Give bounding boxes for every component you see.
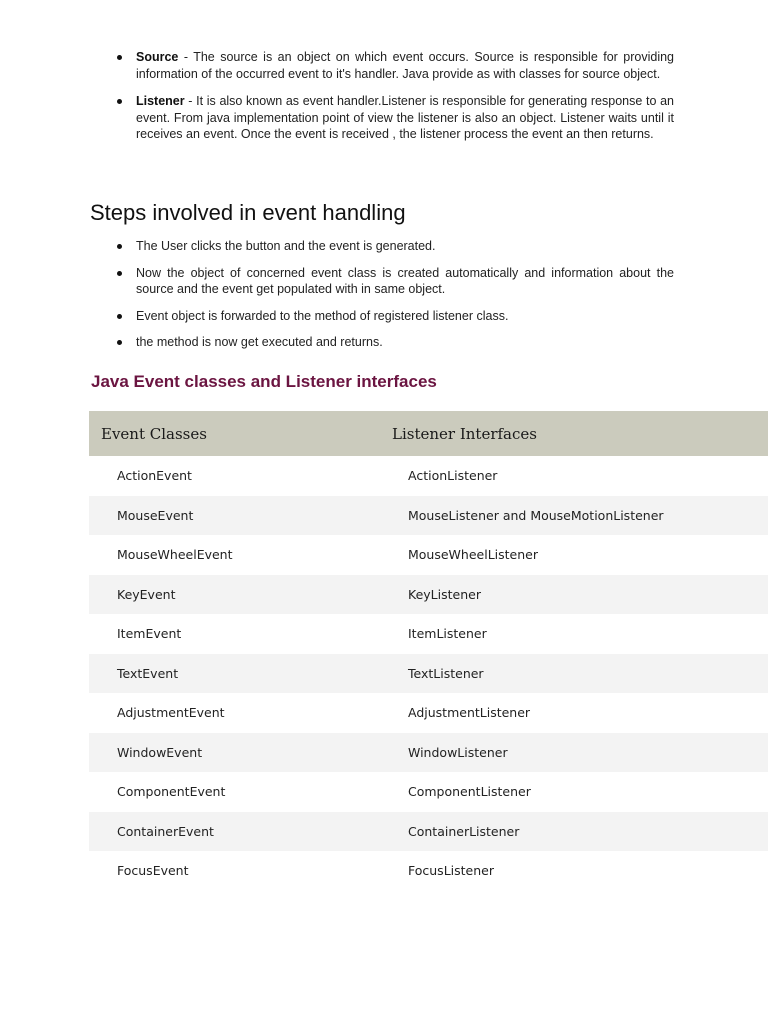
listener-interface-cell: KeyListener [408,586,481,602]
table-row [89,496,768,536]
list-item: The User clicks the button and the event is generated. [116,238,674,255]
table-row [89,575,768,615]
event-class-cell: MouseEvent [117,507,194,523]
table-row [89,456,768,496]
listener-interface-cell: WindowListener [408,744,508,760]
listener-interface-cell: MouseWheelListener [408,547,538,563]
source-description: - The source is an object on which event occurs. Source is responsible for providing information of the occurred event to it's handler. Java provide as with classes for source object. [136,50,674,81]
table-row [89,812,768,852]
header-listener-interfaces: Listener Interfaces [392,424,537,443]
table-row [89,693,768,733]
listener-description: - It is also known as event handler.Listener is responsible for generating response to an event. From java implementation point of view the listener is also an object. Listener waits until it receives an event. Once the event is received , the listener process the event an then returns. [136,94,674,141]
table-body [89,456,768,891]
event-class-cell: AdjustmentEvent [117,705,225,721]
event-class-cell: ContainerEvent [117,823,214,839]
listener-interface-cell: TextListener [408,665,484,681]
listener-interface-cell: ActionListener [408,468,498,484]
table-heading: Java Event classes and Listener interfaces [91,372,437,391]
event-class-cell: ActionEvent [117,468,192,484]
table-row [89,772,768,812]
table-row [89,733,768,773]
header-event-classes: Event Classes [101,424,207,443]
table-row [89,654,768,694]
list-item: Event object is forwarded to the method of registered listener class. [116,308,674,325]
listener-interface-cell: ContainerListener [408,823,520,839]
term-source: Source [136,50,179,64]
table-row [89,614,768,654]
listener-interface-cell: AdjustmentListener [408,705,531,721]
event-class-cell: KeyEvent [117,586,176,602]
event-class-cell: FocusEvent [117,863,189,879]
list-item: Now the object of concerned event class is created automatically and information about the source and the event get populated with in same object. [116,265,674,298]
steps-list [116,238,674,361]
intro-list [116,49,674,154]
event-class-cell: ItemEvent [117,626,182,642]
steps-heading: Steps involved in event handling [90,200,406,225]
listener-interface-cell: MouseListener and MouseMotionListener [408,507,664,523]
listener-interface-cell: ItemListener [408,626,487,642]
list-item: the method is now get executed and returns. [116,334,674,351]
event-class-cell: TextEvent [117,665,179,681]
listener-interface-cell: FocusListener [408,863,494,879]
event-class-cell: MouseWheelEvent [117,547,233,563]
event-class-cell: WindowEvent [117,744,203,760]
event-class-cell: ComponentEvent [117,784,226,800]
table-row [89,851,768,891]
table-header-row [89,411,768,456]
list-item [116,93,674,143]
event-table [89,411,768,891]
listener-interface-cell: ComponentListener [408,784,531,800]
table-row [89,535,768,575]
term-listener: Listener [136,94,185,108]
list-item [116,49,674,82]
